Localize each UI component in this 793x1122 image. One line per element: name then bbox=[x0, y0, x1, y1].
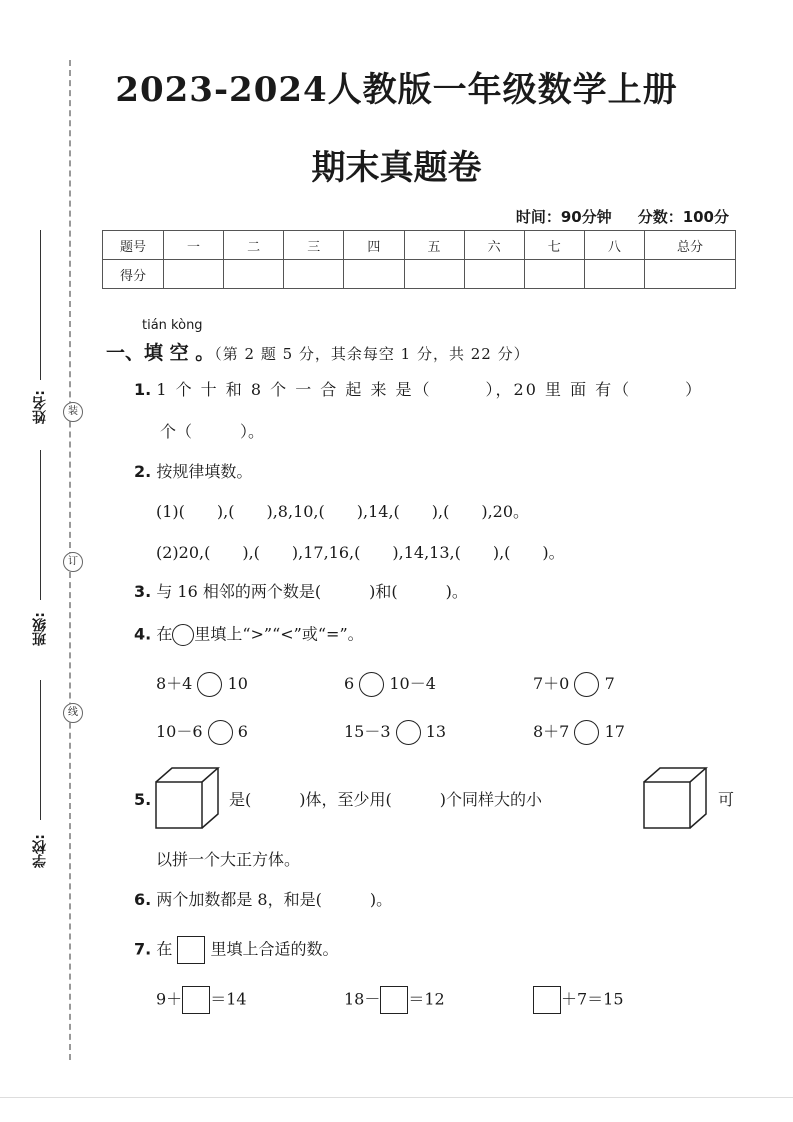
fill-pre: 18－ bbox=[344, 989, 381, 1009]
fill-item bbox=[156, 986, 247, 1014]
compare-left: 15－3 bbox=[344, 722, 391, 741]
table-cell: 五 bbox=[404, 231, 464, 260]
compare-circle[interactable] bbox=[208, 720, 233, 745]
question-1-line2: 个（ ）。 bbox=[160, 422, 265, 441]
compare-item bbox=[156, 672, 248, 697]
question-6 bbox=[134, 890, 392, 910]
table-cell: 一 bbox=[164, 231, 224, 260]
square-symbol-icon bbox=[177, 936, 205, 964]
fill-item bbox=[533, 986, 624, 1014]
small-cube-icon bbox=[642, 766, 710, 830]
answer-box[interactable] bbox=[533, 986, 561, 1014]
question-1 bbox=[134, 380, 703, 400]
question-5-text: 是( )体，至少用( )个同样大的小 bbox=[229, 790, 542, 809]
question-text: 与 16 相邻的两个数是( )和( )。 bbox=[156, 582, 468, 601]
exam-info bbox=[516, 206, 729, 227]
table-cell: 八 bbox=[584, 231, 644, 260]
compare-circle[interactable] bbox=[574, 672, 599, 697]
section-title: 一、填 空 。 bbox=[106, 342, 215, 364]
section-heading bbox=[106, 338, 530, 365]
question-text-pre: 在 bbox=[156, 939, 173, 959]
compare-circle[interactable] bbox=[396, 720, 421, 745]
binding-mark-ding: 订 bbox=[63, 552, 83, 572]
table-cell: 六 bbox=[464, 231, 524, 260]
score-input-cell[interactable] bbox=[404, 260, 464, 289]
page-bottom-divider bbox=[0, 1097, 793, 1098]
circle-symbol-icon bbox=[172, 624, 194, 646]
question-text: 按规律填数。 bbox=[156, 462, 253, 481]
compare-right: 7 bbox=[604, 674, 615, 693]
name-field-label: 姓名: bbox=[32, 390, 48, 424]
score-input-cell[interactable] bbox=[645, 260, 736, 289]
compare-right: 6 bbox=[237, 722, 248, 741]
table-cell: 三 bbox=[284, 231, 344, 260]
table-cell: 二 bbox=[224, 231, 284, 260]
question-7 bbox=[134, 936, 339, 964]
question-number: 5. bbox=[134, 790, 152, 809]
table-cell: 题号 bbox=[103, 231, 164, 260]
question-number: 1. bbox=[134, 380, 152, 399]
compare-right: 13 bbox=[425, 722, 447, 741]
score-table-score-row bbox=[103, 260, 736, 289]
question-number: 6. bbox=[134, 890, 152, 909]
question-5-line2: 以拼一个大正方体。 bbox=[156, 850, 301, 869]
compare-right: 10－4 bbox=[389, 674, 436, 693]
exam-time: 时间：90分钟 bbox=[515, 208, 612, 226]
question-2-part2: (2)20,( ),( ),17,16,( ),14,13,( ),( )。 bbox=[156, 543, 565, 562]
question-text-post: 里填上合适的数。 bbox=[210, 939, 339, 959]
compare-item bbox=[533, 720, 625, 745]
question-3 bbox=[134, 582, 468, 602]
question-text-post: 里填上“>”“<”或“=”。 bbox=[194, 624, 364, 644]
score-input-cell[interactable] bbox=[224, 260, 284, 289]
score-table-header-row bbox=[103, 231, 736, 260]
compare-left: 7＋0 bbox=[533, 674, 570, 693]
score-input-cell[interactable] bbox=[524, 260, 584, 289]
school-field-line[interactable] bbox=[40, 680, 41, 820]
answer-box[interactable] bbox=[380, 986, 408, 1014]
table-cell: 总分 bbox=[645, 231, 736, 260]
fill-item bbox=[344, 986, 445, 1014]
fill-pre: 9＋ bbox=[156, 989, 183, 1009]
table-cell: 七 bbox=[524, 231, 584, 260]
compare-circle[interactable] bbox=[574, 720, 599, 745]
answer-box[interactable] bbox=[182, 986, 210, 1014]
question-text: 两个加数都是 8，和是( )。 bbox=[156, 890, 393, 909]
class-field-label: 班级: bbox=[32, 612, 48, 646]
compare-left: 6 bbox=[344, 674, 355, 693]
binding-mark-xian: 线 bbox=[63, 703, 83, 723]
binding-mark-zhuang: 装 bbox=[63, 402, 83, 422]
compare-right: 17 bbox=[604, 722, 625, 741]
table-cell: 四 bbox=[344, 231, 404, 260]
name-field-line[interactable] bbox=[40, 230, 41, 380]
cube-icon bbox=[154, 766, 222, 830]
compare-left: 10－6 bbox=[156, 722, 203, 741]
fill-post: ＝14 bbox=[210, 989, 247, 1009]
compare-circle[interactable] bbox=[359, 672, 384, 697]
compare-item bbox=[533, 672, 615, 697]
compare-right: 10 bbox=[227, 674, 248, 693]
question-2-part1: (1)( ),( ),8,10,( ),14,( ),( ),20。 bbox=[156, 502, 530, 521]
fill-post: ＝12 bbox=[408, 989, 445, 1009]
score-input-cell[interactable] bbox=[344, 260, 404, 289]
compare-left: 8＋4 bbox=[156, 674, 193, 693]
table-cell: 得分 bbox=[103, 260, 164, 289]
question-5-number bbox=[134, 790, 151, 810]
question-text: 1 个 十 和 8 个 一 合 起 来 是（ ），20 里 面 有（ ） bbox=[156, 380, 704, 399]
compare-item bbox=[344, 672, 436, 697]
question-number: 7. bbox=[134, 939, 152, 959]
score-table bbox=[102, 230, 736, 289]
page-title: 2023-2024人教版一年级数学上册 bbox=[115, 70, 678, 110]
question-2 bbox=[134, 462, 252, 482]
score-input-cell[interactable] bbox=[584, 260, 644, 289]
compare-item bbox=[156, 720, 248, 745]
compare-item bbox=[344, 720, 446, 745]
score-input-cell[interactable] bbox=[284, 260, 344, 289]
score-input-cell[interactable] bbox=[164, 260, 224, 289]
compare-circle[interactable] bbox=[197, 672, 222, 697]
section-pinyin: tián kòng bbox=[142, 318, 203, 333]
class-field-line[interactable] bbox=[40, 450, 41, 600]
question-4 bbox=[134, 624, 364, 646]
question-5-end: 可 bbox=[718, 790, 735, 809]
school-field-label: 学校: bbox=[32, 834, 48, 868]
score-input-cell[interactable] bbox=[464, 260, 524, 289]
section-note: （第 2 题 5 分，其余每空 1 分，共 22 分） bbox=[214, 345, 530, 363]
question-number: 2. bbox=[134, 462, 152, 481]
exam-score: 分数：100分 bbox=[637, 208, 729, 226]
compare-left: 8＋7 bbox=[533, 722, 570, 741]
question-number: 4. bbox=[134, 624, 152, 644]
question-text-pre: 在 bbox=[156, 624, 173, 644]
page-subtitle: 期末真题卷 bbox=[311, 148, 482, 188]
fill-post: ＋7＝15 bbox=[561, 989, 624, 1009]
question-number: 3. bbox=[134, 582, 152, 601]
